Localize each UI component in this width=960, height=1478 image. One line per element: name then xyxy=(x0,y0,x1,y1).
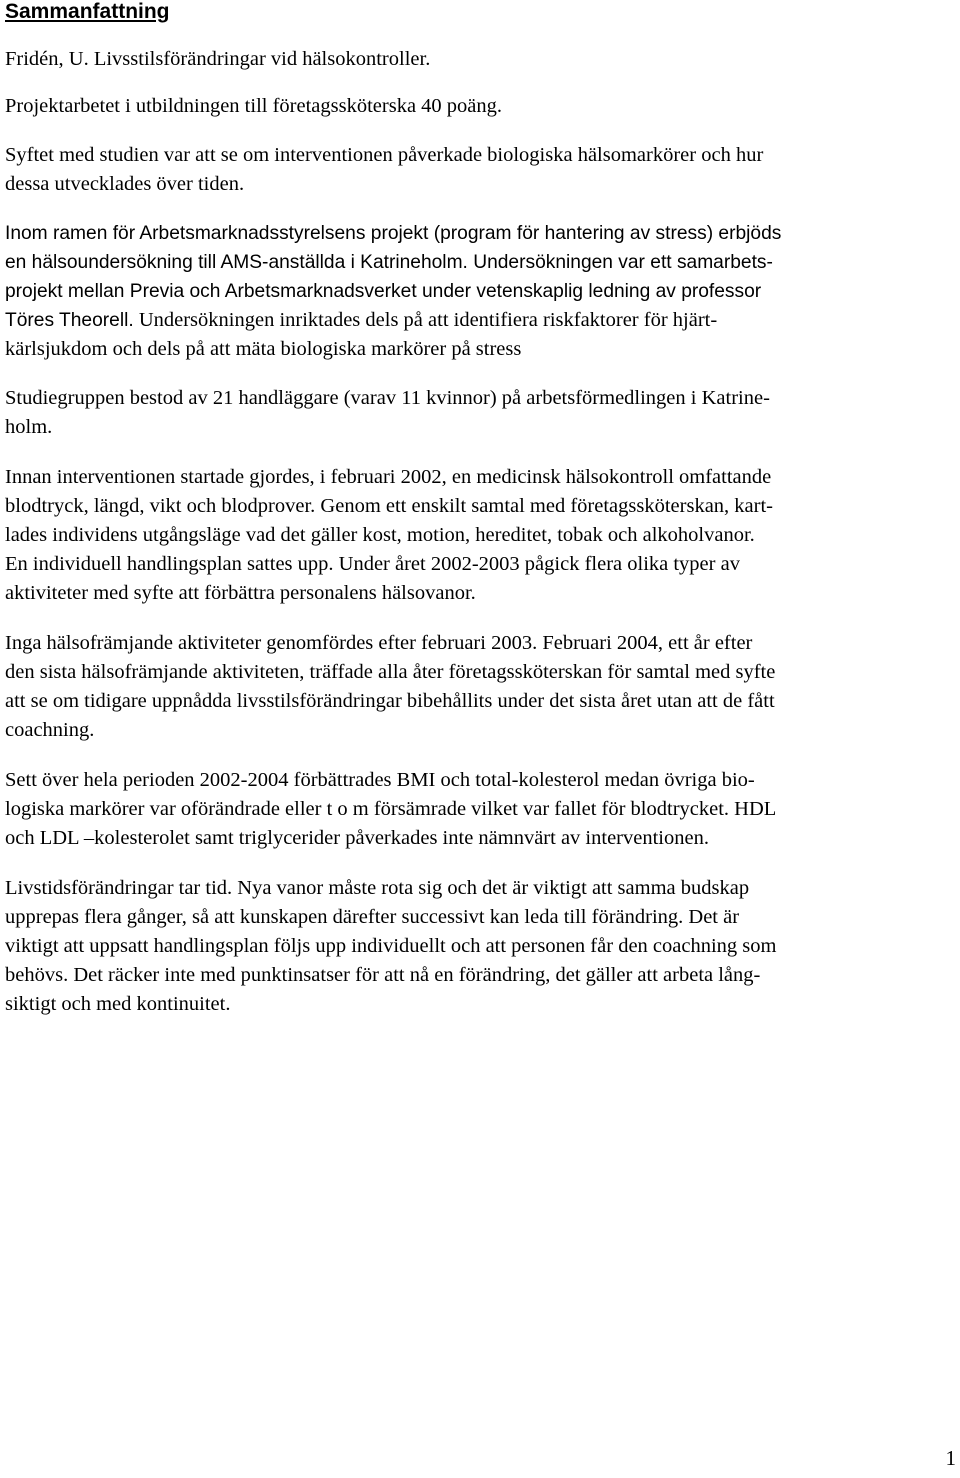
author-line xyxy=(5,45,957,74)
followup-line-3: att se om tidigare uppnådda livsstilsförändringar bibehållits under det sista året utan att de fått xyxy=(5,690,775,712)
purpose-line-2: dessa utvecklades över tiden. xyxy=(5,173,245,195)
project-line xyxy=(5,92,957,121)
conclusion-line-5: siktigt och med kontinuitet. xyxy=(5,993,231,1015)
background-line-4 xyxy=(5,306,957,335)
results-line-3: och LDL –kolesterolet samt triglycerider påverkades inte nämnvärt av interventionen. xyxy=(5,827,709,849)
results-paragraph xyxy=(5,766,957,853)
background-line-4a: Töres Theorell. xyxy=(5,310,134,331)
study-group-line-2: holm. xyxy=(5,416,53,438)
study-group-paragraph xyxy=(5,384,957,442)
purpose-line-1: Syftet med studien var att se om interventionen påverkade biologiska hälsomarkörer och hur xyxy=(5,144,764,166)
background-paragraph xyxy=(5,219,957,364)
conclusion-line-3: viktigt att uppsatt handlingsplan följs upp individuellt och att personen får den coachning som xyxy=(5,935,777,957)
conclusion-paragraph xyxy=(5,874,957,1019)
background-line-5: kärlsjukdom och dels på att mäta biologiska markörer på stress xyxy=(5,338,522,360)
results-line-2: logiska markörer var oförändrade eller t o m försämrade vilket var fallet för blodtrycket. HDL xyxy=(5,798,777,820)
intervention-line-3: lades individens utgångsläge vad det gäller kost, motion, hereditet, tobak och alkoholvanor. xyxy=(5,524,755,546)
background-line-2 xyxy=(5,248,957,277)
results-line-1: Sett över hela perioden 2002-2004 förbättrades BMI och total-kolesterol medan övriga bio- xyxy=(5,769,755,791)
author-text: Fridén, U. Livsstilsförändringar vid hälsokontroller. xyxy=(5,48,431,70)
followup-paragraph xyxy=(5,629,957,745)
background-line-4b: Undersökningen inriktades dels på att identifiera riskfaktorer för hjärt- xyxy=(133,309,718,331)
followup-line-1: Inga hälsofrämjande aktiviteter genomfördes efter februari 2003. Februari 2004, ett år efter xyxy=(5,632,753,654)
followup-line-2: den sista hälsofrämjande aktiviteten, träffade alla åter företagssköterskan för samtal med syfte xyxy=(5,661,776,683)
project-text: Projektarbetet i utbildningen till företagssköterska 40 poäng. xyxy=(5,95,503,117)
intervention-line-5: aktiviteter med syfte att förbättra personalens hälsovanor. xyxy=(5,582,476,604)
background-line-3: projekt mellan Previa och Arbetsmarknadsverket under vetenskaplig ledning av professor xyxy=(5,281,762,302)
conclusion-line-4: behövs. Det räcker inte med punktinsatser för att nå en förändring, det gäller att arbeta lång- xyxy=(5,964,761,986)
background-line-1: Inom ramen för Arbetsmarknadsstyrelsens projekt (program för hantering av stress) erbjöds xyxy=(5,223,782,244)
study-group-line-1: Studiegruppen bestod av 21 handläggare (varav 11 kvinnor) på arbetsförmedlingen i Katrine- xyxy=(5,387,770,409)
conclusion-line-2: upprepas flera gånger, så att kunskapen därefter successivt kan leda till förändring. Det är xyxy=(5,906,740,928)
background-line-2a: en hälsoundersökning till AMS-anställda i Katrineholm. xyxy=(5,252,468,273)
document-page xyxy=(5,0,957,1019)
page-heading: Sammanfattning xyxy=(5,0,170,23)
page-number: 1 xyxy=(945,1446,956,1470)
intervention-line-1: Innan interventionen startade gjordes, i februari 2002, en medicinsk hälsokontroll omfattande xyxy=(5,466,772,488)
background-line-2b: Undersökningen var ett samarbets- xyxy=(467,252,773,273)
conclusion-line-1: Livstidsförändringar tar tid. Nya vanor måste rota sig och det är viktigt att samma budskap xyxy=(5,877,750,899)
purpose-paragraph xyxy=(5,141,957,199)
intervention-line-2: blodtryck, längd, vikt och blodprover. Genom ett enskilt samtal med företagssköterskan, kart- xyxy=(5,495,773,517)
followup-line-4: coachning. xyxy=(5,719,95,741)
intervention-line-4: En individuell handlingsplan sattes upp. Under året 2002-2003 pågick flera olika typer av xyxy=(5,553,740,575)
intervention-paragraph xyxy=(5,463,957,608)
